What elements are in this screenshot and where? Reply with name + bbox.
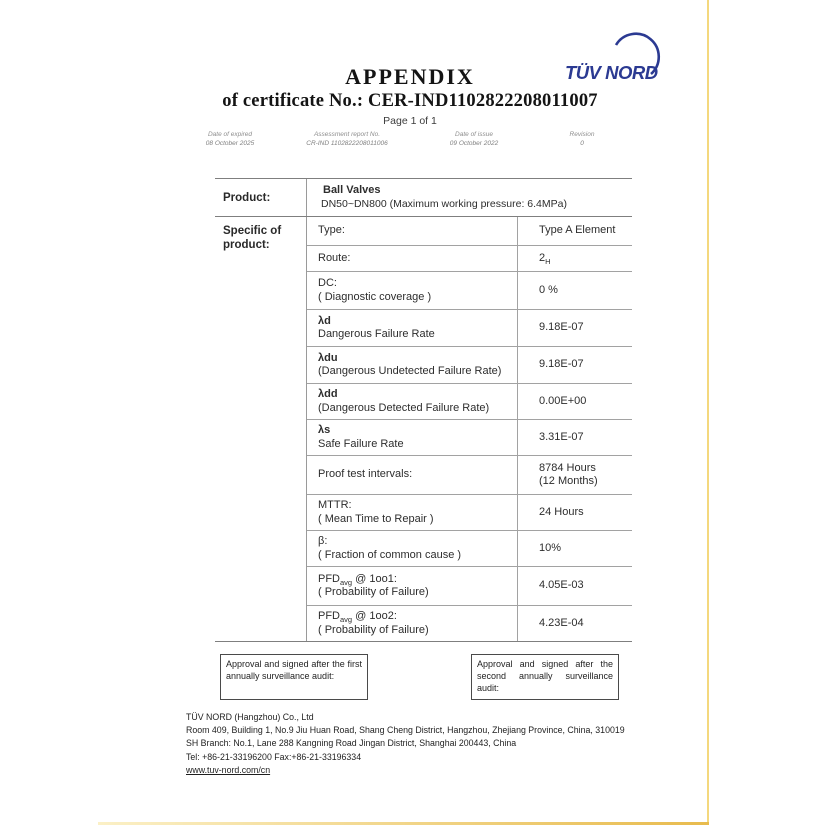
row-sublabel: ( Probability of Failure) <box>318 586 429 598</box>
address-line-1: Room 409, Building 1, No.9 Jiu Huan Road, Shang Cheng District, Hangzhou, Zhejiang Province, China, 310019 <box>186 725 625 736</box>
address-line-2: SH Branch: No.1, Lane 288 Kangning Road Jingan District, Shanghai 200443, China <box>186 738 517 749</box>
meta-value: CR-IND 1102822208011006 <box>306 140 388 148</box>
row-label: λs <box>318 424 331 436</box>
row-sublabel: ( Mean Time to Repair ) <box>318 512 434 525</box>
table-row-mttr <box>307 495 632 531</box>
meta-date-of-expired <box>170 130 290 148</box>
meta-value: 08 October 2025 <box>205 140 255 148</box>
table-row-route <box>307 246 632 272</box>
product-label: Product: <box>215 179 307 216</box>
row-value: 0 % <box>539 283 558 296</box>
specification-table <box>215 178 632 642</box>
approval-box-second-audit <box>471 654 619 700</box>
row-value: 10% <box>539 541 562 554</box>
specific-rows <box>307 217 632 641</box>
row-sublabel: ( Probability of Failure) <box>318 623 429 636</box>
table-row-lambda-du <box>307 347 632 384</box>
approval-text: Approval and signed after the second annually surveillance audit: <box>477 659 613 694</box>
meta-label: Revision <box>569 131 595 138</box>
product-row <box>215 179 632 217</box>
table-row-pfd-1oo1 <box>307 567 632 606</box>
product-cell <box>307 179 632 216</box>
specific-section <box>215 217 632 641</box>
page-edge-bottom <box>98 822 709 825</box>
product-name: Ball Valves <box>323 184 381 196</box>
row-label: Proof test intervals: <box>318 468 413 481</box>
row-value: 24 Hours <box>539 505 584 518</box>
product-description: DN50~DN800 (Maximum working pressure: 6.4MPa) <box>321 198 567 210</box>
row-value: 9.18E-07 <box>539 321 584 334</box>
row-label: DC: <box>318 277 337 289</box>
specific-of-product-label: Specific of product: <box>215 217 307 641</box>
table-row-beta <box>307 531 632 567</box>
row-sublabel: ( Diagnostic coverage ) <box>318 290 432 303</box>
meta-label: Date of issue <box>455 131 493 138</box>
row-label: β: <box>318 535 328 547</box>
row-value: 8784 Hours <box>539 461 596 474</box>
row-label: λdu <box>318 351 338 364</box>
title-block <box>150 64 670 127</box>
row-label: λdd <box>318 388 338 400</box>
logo-text: TÜV NORD <box>565 62 658 83</box>
phone-fax: Tel: +86-21-33196200 Fax:+86-21-33196334 <box>186 751 362 762</box>
row-sublabel: ( Fraction of common cause ) <box>318 548 462 561</box>
approval-box-first-audit <box>220 654 368 700</box>
table-row-dc <box>307 272 632 310</box>
company-name: TÜV NORD (Hangzhou) Co., Ltd <box>186 712 314 722</box>
meta-date-of-issue <box>414 130 534 148</box>
row-value: 3.31E-07 <box>539 430 584 443</box>
meta-revision <box>532 130 632 148</box>
row-sublabel: Dangerous Failure Rate <box>318 328 435 340</box>
row-value: 0.00E+00 <box>539 394 587 407</box>
row-value: $2_H$ <box>539 251 551 266</box>
row-label: MTTR: <box>318 499 352 511</box>
meta-label: Date of expired <box>207 131 253 138</box>
page-number: Page 1 of 1 <box>383 115 437 127</box>
table-row-pfd-1oo2 <box>307 606 632 641</box>
row-label: λd <box>318 314 331 327</box>
row-value-line2: (12 Months) <box>539 475 598 487</box>
page-title: APPENDIX <box>345 64 475 89</box>
row-label: $PFD_{avg}$ @ 1oo2: <box>318 610 397 625</box>
row-value: 9.18E-07 <box>539 358 584 371</box>
meta-label: Assessment report No. <box>313 131 381 138</box>
table-row-type <box>307 217 632 246</box>
row-label: $PFD_{avg}$ @ 1oo1: <box>318 572 397 587</box>
meta-value: 0 <box>580 140 584 148</box>
table-row-lambda-s <box>307 420 632 456</box>
certificate-number-title: of certificate No.: CER-IND1102822208011007 <box>222 91 598 111</box>
website-link[interactable]: www.tuv-nord.com/cn <box>186 764 271 775</box>
footer-address-block <box>186 711 686 777</box>
page-edge-right <box>707 0 709 824</box>
row-sublabel: (Dangerous Detected Failure Rate) <box>318 401 490 414</box>
row-label: Type: <box>318 224 345 237</box>
row-value: Type A Element <box>539 224 616 237</box>
approval-text: Approval and signed after the first annually surveillance audit: <box>226 659 362 682</box>
row-value: 4.23E-04 <box>539 616 584 629</box>
row-sublabel: Safe Failure Rate <box>318 437 404 450</box>
row-label: Route: <box>318 251 351 264</box>
row-sublabel: (Dangerous Undetected Failure Rate) <box>318 365 502 377</box>
meta-assessment-report <box>277 130 417 148</box>
table-row-lambda-d <box>307 310 632 347</box>
row-value: 4.05E-03 <box>539 579 584 592</box>
table-row-proof-test <box>307 456 632 495</box>
table-row-lambda-dd <box>307 384 632 420</box>
meta-value: 09 October 2022 <box>449 140 499 148</box>
